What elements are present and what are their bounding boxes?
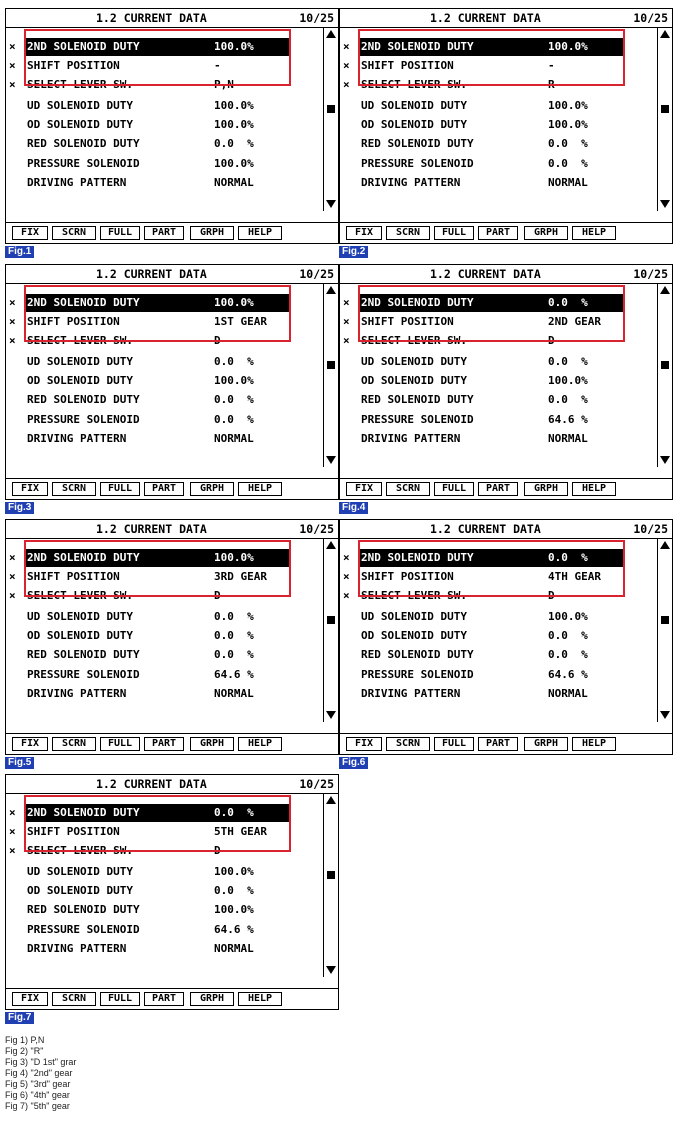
scroll-down-arrow-icon[interactable] bbox=[326, 966, 336, 974]
page-indicator: 10/25 bbox=[299, 11, 334, 25]
caption-line: Fig 1) P,N bbox=[5, 1035, 45, 1045]
data-row[interactable] bbox=[340, 666, 660, 684]
item-value: D bbox=[548, 334, 555, 347]
data-row[interactable] bbox=[6, 940, 326, 958]
item-value: 0.0 % bbox=[214, 413, 254, 426]
scroll-thumb[interactable] bbox=[327, 616, 335, 624]
page-indicator: 10/25 bbox=[633, 522, 668, 536]
data-row[interactable] bbox=[6, 174, 326, 192]
item-value: 100.0% bbox=[214, 903, 254, 916]
function-button-fix[interactable]: FIX bbox=[12, 992, 48, 1006]
function-button-grph[interactable]: GRPH bbox=[190, 482, 234, 496]
item-value: 0.0 % bbox=[214, 610, 254, 623]
page-indicator: 10/25 bbox=[299, 777, 334, 791]
item-label: 2ND SOLENOID DUTY bbox=[27, 551, 140, 564]
item-label: PRESSURE SOLENOID bbox=[361, 668, 474, 681]
item-value: NORMAL bbox=[548, 176, 588, 189]
function-button-help[interactable]: HELP bbox=[238, 992, 282, 1006]
item-value: D bbox=[548, 589, 555, 602]
function-button-help[interactable]: HELP bbox=[572, 482, 616, 496]
scroll-thumb[interactable] bbox=[327, 361, 335, 369]
selected-marker: × bbox=[9, 296, 16, 309]
item-value: R bbox=[548, 78, 555, 91]
scroll-down-arrow-icon[interactable] bbox=[326, 456, 336, 464]
item-label: OD SOLENOID DUTY bbox=[27, 374, 133, 387]
item-value: NORMAL bbox=[548, 687, 588, 700]
data-row[interactable] bbox=[340, 685, 660, 703]
item-value: 100.0% bbox=[214, 374, 254, 387]
data-row[interactable] bbox=[6, 608, 326, 626]
item-value: D bbox=[214, 589, 221, 602]
item-value: 64.6 % bbox=[548, 413, 588, 426]
function-button-fix[interactable]: FIX bbox=[12, 226, 48, 240]
data-row[interactable] bbox=[6, 411, 326, 429]
function-button-part[interactable]: PART bbox=[478, 482, 518, 496]
data-row[interactable] bbox=[6, 921, 326, 939]
figure-tag: Fig.5 bbox=[5, 757, 34, 769]
selected-marker: × bbox=[343, 59, 350, 72]
item-label: SHIFT POSITION bbox=[361, 59, 454, 72]
item-value: 100.0% bbox=[548, 610, 588, 623]
data-row[interactable] bbox=[340, 353, 660, 371]
screen-title: 1.2 CURRENT DATA bbox=[430, 267, 541, 281]
item-value: 1ST GEAR bbox=[214, 315, 267, 328]
data-row[interactable] bbox=[340, 627, 660, 645]
scroll-up-arrow-icon[interactable] bbox=[660, 286, 670, 294]
item-value: 100.0% bbox=[214, 40, 254, 53]
screen-title: 1.2 CURRENT DATA bbox=[430, 522, 541, 536]
highlight-box bbox=[358, 285, 625, 342]
data-row[interactable] bbox=[6, 685, 326, 703]
item-label: RED SOLENOID DUTY bbox=[361, 137, 474, 150]
data-row[interactable] bbox=[340, 391, 660, 409]
function-button-grph[interactable]: GRPH bbox=[524, 482, 568, 496]
scan-tool-screen-4 bbox=[339, 264, 673, 500]
scroll-up-arrow-icon[interactable] bbox=[326, 286, 336, 294]
item-value: 64.6 % bbox=[214, 668, 254, 681]
highlight-box bbox=[24, 285, 291, 342]
function-button-part[interactable]: PART bbox=[144, 482, 184, 496]
caption-line: Fig 7) "5th" gear bbox=[5, 1101, 70, 1111]
screen-title: 1.2 CURRENT DATA bbox=[96, 11, 207, 25]
item-value: D bbox=[214, 844, 221, 857]
data-row[interactable] bbox=[6, 666, 326, 684]
item-label: SHIFT POSITION bbox=[361, 315, 454, 328]
function-button-scrn[interactable]: SCRN bbox=[52, 737, 96, 751]
item-value: D bbox=[214, 334, 221, 347]
selected-marker: × bbox=[9, 315, 16, 328]
item-value: 5TH GEAR bbox=[214, 825, 267, 838]
screen-header bbox=[340, 520, 672, 539]
data-row[interactable] bbox=[6, 135, 326, 153]
function-button-help[interactable]: HELP bbox=[238, 226, 282, 240]
highlight-box bbox=[24, 29, 291, 86]
item-label: DRIVING PATTERN bbox=[361, 176, 461, 189]
scroll-down-arrow-icon[interactable] bbox=[660, 200, 670, 208]
figure-tag: Fig.2 bbox=[339, 246, 368, 258]
selected-marker: × bbox=[343, 78, 350, 91]
scan-tool-screen-5 bbox=[5, 519, 339, 755]
caption-line: Fig 5) "3rd" gear bbox=[5, 1079, 71, 1089]
function-key-bar bbox=[6, 222, 338, 243]
scroll-up-arrow-icon[interactable] bbox=[660, 541, 670, 549]
data-row[interactable] bbox=[340, 116, 660, 134]
data-row[interactable] bbox=[340, 430, 660, 448]
item-label: SELECT LEVER SW. bbox=[27, 78, 133, 91]
function-button-scrn[interactable]: SCRN bbox=[386, 226, 430, 240]
item-value: 0.0 % bbox=[214, 648, 254, 661]
scan-tool-screen-1 bbox=[5, 8, 339, 244]
data-row[interactable] bbox=[6, 116, 326, 134]
caption-line: Fig 4) "2nd" gear bbox=[5, 1068, 73, 1078]
item-label: 2ND SOLENOID DUTY bbox=[361, 551, 474, 564]
figure-tag: Fig.3 bbox=[5, 502, 34, 514]
highlight-box bbox=[24, 795, 291, 852]
function-key-bar bbox=[6, 478, 338, 499]
selected-marker: × bbox=[9, 40, 16, 53]
item-value: 64.6 % bbox=[214, 923, 254, 936]
data-row[interactable] bbox=[340, 174, 660, 192]
item-label: OD SOLENOID DUTY bbox=[27, 118, 133, 131]
screen-header bbox=[6, 265, 338, 284]
data-row[interactable] bbox=[6, 430, 326, 448]
item-value: 100.0% bbox=[214, 865, 254, 878]
function-button-grph[interactable]: GRPH bbox=[190, 737, 234, 751]
figure-tag: Fig.4 bbox=[339, 502, 368, 514]
scroll-up-arrow-icon[interactable] bbox=[326, 796, 336, 804]
item-label: 2ND SOLENOID DUTY bbox=[27, 296, 140, 309]
scan-tool-screen-2 bbox=[339, 8, 673, 244]
item-label: RED SOLENOID DUTY bbox=[361, 393, 474, 406]
item-label: SELECT LEVER SW. bbox=[361, 334, 467, 347]
data-row[interactable] bbox=[6, 627, 326, 645]
scan-tool-screen-6 bbox=[339, 519, 673, 755]
scroll-up-arrow-icon[interactable] bbox=[326, 541, 336, 549]
item-label: DRIVING PATTERN bbox=[27, 942, 127, 955]
item-label: DRIVING PATTERN bbox=[361, 432, 461, 445]
item-label: OD SOLENOID DUTY bbox=[361, 374, 467, 387]
item-value: 0.0 % bbox=[214, 884, 254, 897]
item-value: 100.0% bbox=[548, 118, 588, 131]
function-button-scrn[interactable]: SCRN bbox=[386, 482, 430, 496]
item-value: NORMAL bbox=[214, 176, 254, 189]
function-key-bar bbox=[340, 478, 672, 499]
item-value: 100.0% bbox=[214, 99, 254, 112]
screen-title: 1.2 CURRENT DATA bbox=[430, 11, 541, 25]
scroll-thumb[interactable] bbox=[327, 871, 335, 879]
item-label: SHIFT POSITION bbox=[361, 570, 454, 583]
function-button-grph[interactable]: GRPH bbox=[524, 737, 568, 751]
function-button-part[interactable]: PART bbox=[144, 992, 184, 1006]
data-row[interactable] bbox=[340, 608, 660, 626]
selected-marker: × bbox=[343, 589, 350, 602]
function-button-scrn[interactable]: SCRN bbox=[52, 482, 96, 496]
screen-header bbox=[340, 265, 672, 284]
page-indicator: 10/25 bbox=[633, 11, 668, 25]
function-button-scrn[interactable]: SCRN bbox=[386, 737, 430, 751]
function-button-full[interactable]: FULL bbox=[100, 992, 140, 1006]
item-label: SELECT LEVER SW. bbox=[361, 78, 467, 91]
item-value: - bbox=[548, 59, 555, 72]
selected-marker: × bbox=[9, 334, 16, 347]
screen-title: 1.2 CURRENT DATA bbox=[96, 777, 207, 791]
scan-tool-screen-7 bbox=[5, 774, 339, 1010]
item-label: UD SOLENOID DUTY bbox=[361, 355, 467, 368]
function-button-fix[interactable]: FIX bbox=[346, 226, 382, 240]
data-row[interactable] bbox=[340, 135, 660, 153]
item-value: 100.0% bbox=[214, 157, 254, 170]
item-label: OD SOLENOID DUTY bbox=[361, 118, 467, 131]
caption-line: Fig 6) "4th" gear bbox=[5, 1090, 70, 1100]
scroll-thumb[interactable] bbox=[661, 616, 669, 624]
function-button-full[interactable]: FULL bbox=[434, 737, 474, 751]
item-label: 2ND SOLENOID DUTY bbox=[361, 40, 474, 53]
figure-tag: Fig.1 bbox=[5, 246, 34, 258]
item-value: 4TH GEAR bbox=[548, 570, 601, 583]
item-label: 2ND SOLENOID DUTY bbox=[361, 296, 474, 309]
item-value: 100.0% bbox=[214, 296, 254, 309]
figure-tag: Fig.6 bbox=[339, 757, 368, 769]
scan-tool-screen-3 bbox=[5, 264, 339, 500]
item-label: PRESSURE SOLENOID bbox=[27, 413, 140, 426]
item-label: OD SOLENOID DUTY bbox=[27, 884, 133, 897]
item-label: 2ND SOLENOID DUTY bbox=[27, 806, 140, 819]
item-label: PRESSURE SOLENOID bbox=[27, 157, 140, 170]
selected-marker: × bbox=[9, 825, 16, 838]
figure-tag: Fig.7 bbox=[5, 1012, 34, 1024]
data-row[interactable] bbox=[340, 155, 660, 173]
selected-marker: × bbox=[343, 551, 350, 564]
item-label: UD SOLENOID DUTY bbox=[361, 610, 467, 623]
item-value: 100.0% bbox=[548, 374, 588, 387]
scroll-thumb[interactable] bbox=[661, 361, 669, 369]
page-indicator: 10/25 bbox=[633, 267, 668, 281]
screen-header bbox=[6, 520, 338, 539]
data-row[interactable] bbox=[340, 372, 660, 390]
scroll-up-arrow-icon[interactable] bbox=[660, 30, 670, 38]
screen-header bbox=[6, 775, 338, 794]
function-key-bar bbox=[340, 733, 672, 754]
item-label: PRESSURE SOLENOID bbox=[27, 923, 140, 936]
function-button-full[interactable]: FULL bbox=[434, 226, 474, 240]
item-label: UD SOLENOID DUTY bbox=[361, 99, 467, 112]
item-value: 0.0 % bbox=[214, 629, 254, 642]
figure-captions bbox=[5, 1035, 76, 1112]
item-value: - bbox=[214, 59, 221, 72]
selected-marker: × bbox=[9, 551, 16, 564]
item-label: UD SOLENOID DUTY bbox=[27, 355, 133, 368]
function-button-full[interactable]: FULL bbox=[100, 482, 140, 496]
data-row[interactable] bbox=[340, 97, 660, 115]
function-button-help[interactable]: HELP bbox=[572, 226, 616, 240]
item-label: SELECT LEVER SW. bbox=[27, 844, 133, 857]
function-button-help[interactable]: HELP bbox=[238, 482, 282, 496]
function-button-fix[interactable]: FIX bbox=[12, 482, 48, 496]
function-button-part[interactable]: PART bbox=[478, 226, 518, 240]
scroll-thumb[interactable] bbox=[327, 105, 335, 113]
selected-marker: × bbox=[9, 59, 16, 72]
data-row[interactable] bbox=[6, 391, 326, 409]
selected-marker: × bbox=[9, 570, 16, 583]
data-row[interactable] bbox=[6, 372, 326, 390]
item-value: 0.0 % bbox=[214, 806, 254, 819]
item-value: NORMAL bbox=[214, 687, 254, 700]
page-indicator: 10/25 bbox=[299, 522, 334, 536]
item-label: RED SOLENOID DUTY bbox=[361, 648, 474, 661]
item-label: SHIFT POSITION bbox=[27, 59, 120, 72]
screen-title: 1.2 CURRENT DATA bbox=[96, 522, 207, 536]
selected-marker: × bbox=[343, 296, 350, 309]
item-label: SELECT LEVER SW. bbox=[27, 589, 133, 602]
item-value: NORMAL bbox=[214, 432, 254, 445]
data-row[interactable] bbox=[6, 646, 326, 664]
item-label: DRIVING PATTERN bbox=[27, 432, 127, 445]
function-button-part[interactable]: PART bbox=[478, 737, 518, 751]
item-value: 0.0 % bbox=[548, 551, 588, 564]
item-value: 0.0 % bbox=[548, 296, 588, 309]
item-value: 0.0 % bbox=[214, 355, 254, 368]
selected-marker: × bbox=[343, 570, 350, 583]
function-button-fix[interactable]: FIX bbox=[346, 737, 382, 751]
item-label: SELECT LEVER SW. bbox=[27, 334, 133, 347]
item-value: 0.0 % bbox=[548, 393, 588, 406]
item-label: 2ND SOLENOID DUTY bbox=[27, 40, 140, 53]
highlight-box bbox=[358, 540, 625, 597]
data-row[interactable] bbox=[6, 353, 326, 371]
item-value: 0.0 % bbox=[214, 137, 254, 150]
scroll-down-arrow-icon[interactable] bbox=[660, 711, 670, 719]
page-indicator: 10/25 bbox=[299, 267, 334, 281]
data-row[interactable] bbox=[6, 155, 326, 173]
screen-title: 1.2 CURRENT DATA bbox=[96, 267, 207, 281]
function-button-grph[interactable]: GRPH bbox=[190, 226, 234, 240]
function-button-full[interactable]: FULL bbox=[100, 226, 140, 240]
item-value: 0.0 % bbox=[548, 629, 588, 642]
function-button-scrn[interactable]: SCRN bbox=[52, 992, 96, 1006]
item-label: SELECT LEVER SW. bbox=[361, 589, 467, 602]
item-value: 0.0 % bbox=[548, 648, 588, 661]
item-value: 0.0 % bbox=[214, 393, 254, 406]
data-row[interactable] bbox=[6, 901, 326, 919]
selected-marker: × bbox=[9, 806, 16, 819]
item-value: P,N bbox=[214, 78, 234, 91]
selected-marker: × bbox=[343, 334, 350, 347]
item-label: DRIVING PATTERN bbox=[361, 687, 461, 700]
screen-header bbox=[6, 9, 338, 28]
function-button-part[interactable]: PART bbox=[144, 737, 184, 751]
caption-line: Fig 3) "D 1st" grar bbox=[5, 1057, 77, 1067]
data-row[interactable] bbox=[6, 97, 326, 115]
caption-line: Fig 2) "R" bbox=[5, 1046, 44, 1056]
item-label: UD SOLENOID DUTY bbox=[27, 610, 133, 623]
item-value: 3RD GEAR bbox=[214, 570, 267, 583]
item-label: SHIFT POSITION bbox=[27, 315, 120, 328]
item-label: DRIVING PATTERN bbox=[27, 687, 127, 700]
item-value: 0.0 % bbox=[548, 157, 588, 170]
item-label: RED SOLENOID DUTY bbox=[27, 393, 140, 406]
item-value: 100.0% bbox=[548, 99, 588, 112]
scroll-down-arrow-icon[interactable] bbox=[660, 456, 670, 464]
item-label: PRESSURE SOLENOID bbox=[27, 668, 140, 681]
item-value: 100.0% bbox=[214, 551, 254, 564]
data-row[interactable] bbox=[340, 411, 660, 429]
item-label: PRESSURE SOLENOID bbox=[361, 157, 474, 170]
function-key-bar bbox=[340, 222, 672, 243]
item-value: NORMAL bbox=[548, 432, 588, 445]
screen-header bbox=[340, 9, 672, 28]
function-button-help[interactable]: HELP bbox=[238, 737, 282, 751]
selected-marker: × bbox=[9, 78, 16, 91]
item-value: 100.0% bbox=[214, 118, 254, 131]
selected-marker: × bbox=[343, 315, 350, 328]
item-label: OD SOLENOID DUTY bbox=[27, 629, 133, 642]
item-value: NORMAL bbox=[214, 942, 254, 955]
function-button-part[interactable]: PART bbox=[144, 226, 184, 240]
function-button-fix[interactable]: FIX bbox=[12, 737, 48, 751]
scroll-thumb[interactable] bbox=[661, 105, 669, 113]
item-value: 100.0% bbox=[548, 40, 588, 53]
item-label: RED SOLENOID DUTY bbox=[27, 903, 140, 916]
selected-marker: × bbox=[9, 589, 16, 602]
item-value: 64.6 % bbox=[548, 668, 588, 681]
scroll-down-arrow-icon[interactable] bbox=[326, 711, 336, 719]
data-row[interactable] bbox=[6, 882, 326, 900]
item-label: OD SOLENOID DUTY bbox=[361, 629, 467, 642]
item-label: UD SOLENOID DUTY bbox=[27, 865, 133, 878]
item-value: 2ND GEAR bbox=[548, 315, 601, 328]
item-label: PRESSURE SOLENOID bbox=[361, 413, 474, 426]
function-button-full[interactable]: FULL bbox=[100, 737, 140, 751]
item-label: RED SOLENOID DUTY bbox=[27, 648, 140, 661]
item-label: DRIVING PATTERN bbox=[27, 176, 127, 189]
data-row[interactable] bbox=[340, 646, 660, 664]
function-button-grph[interactable]: GRPH bbox=[524, 226, 568, 240]
item-value: 0.0 % bbox=[548, 137, 588, 150]
scroll-down-arrow-icon[interactable] bbox=[326, 200, 336, 208]
function-button-fix[interactable]: FIX bbox=[346, 482, 382, 496]
highlight-box bbox=[24, 540, 291, 597]
item-label: SHIFT POSITION bbox=[27, 570, 120, 583]
scroll-up-arrow-icon[interactable] bbox=[326, 30, 336, 38]
function-key-bar bbox=[6, 733, 338, 754]
function-button-help[interactable]: HELP bbox=[572, 737, 616, 751]
item-label: SHIFT POSITION bbox=[27, 825, 120, 838]
item-label: UD SOLENOID DUTY bbox=[27, 99, 133, 112]
function-button-full[interactable]: FULL bbox=[434, 482, 474, 496]
data-row[interactable] bbox=[6, 863, 326, 881]
selected-marker: × bbox=[9, 844, 16, 857]
item-label: RED SOLENOID DUTY bbox=[27, 137, 140, 150]
highlight-box bbox=[358, 29, 625, 86]
function-button-grph[interactable]: GRPH bbox=[190, 992, 234, 1006]
function-key-bar bbox=[6, 988, 338, 1009]
item-value: 0.0 % bbox=[548, 355, 588, 368]
selected-marker: × bbox=[343, 40, 350, 53]
function-button-scrn[interactable]: SCRN bbox=[52, 226, 96, 240]
